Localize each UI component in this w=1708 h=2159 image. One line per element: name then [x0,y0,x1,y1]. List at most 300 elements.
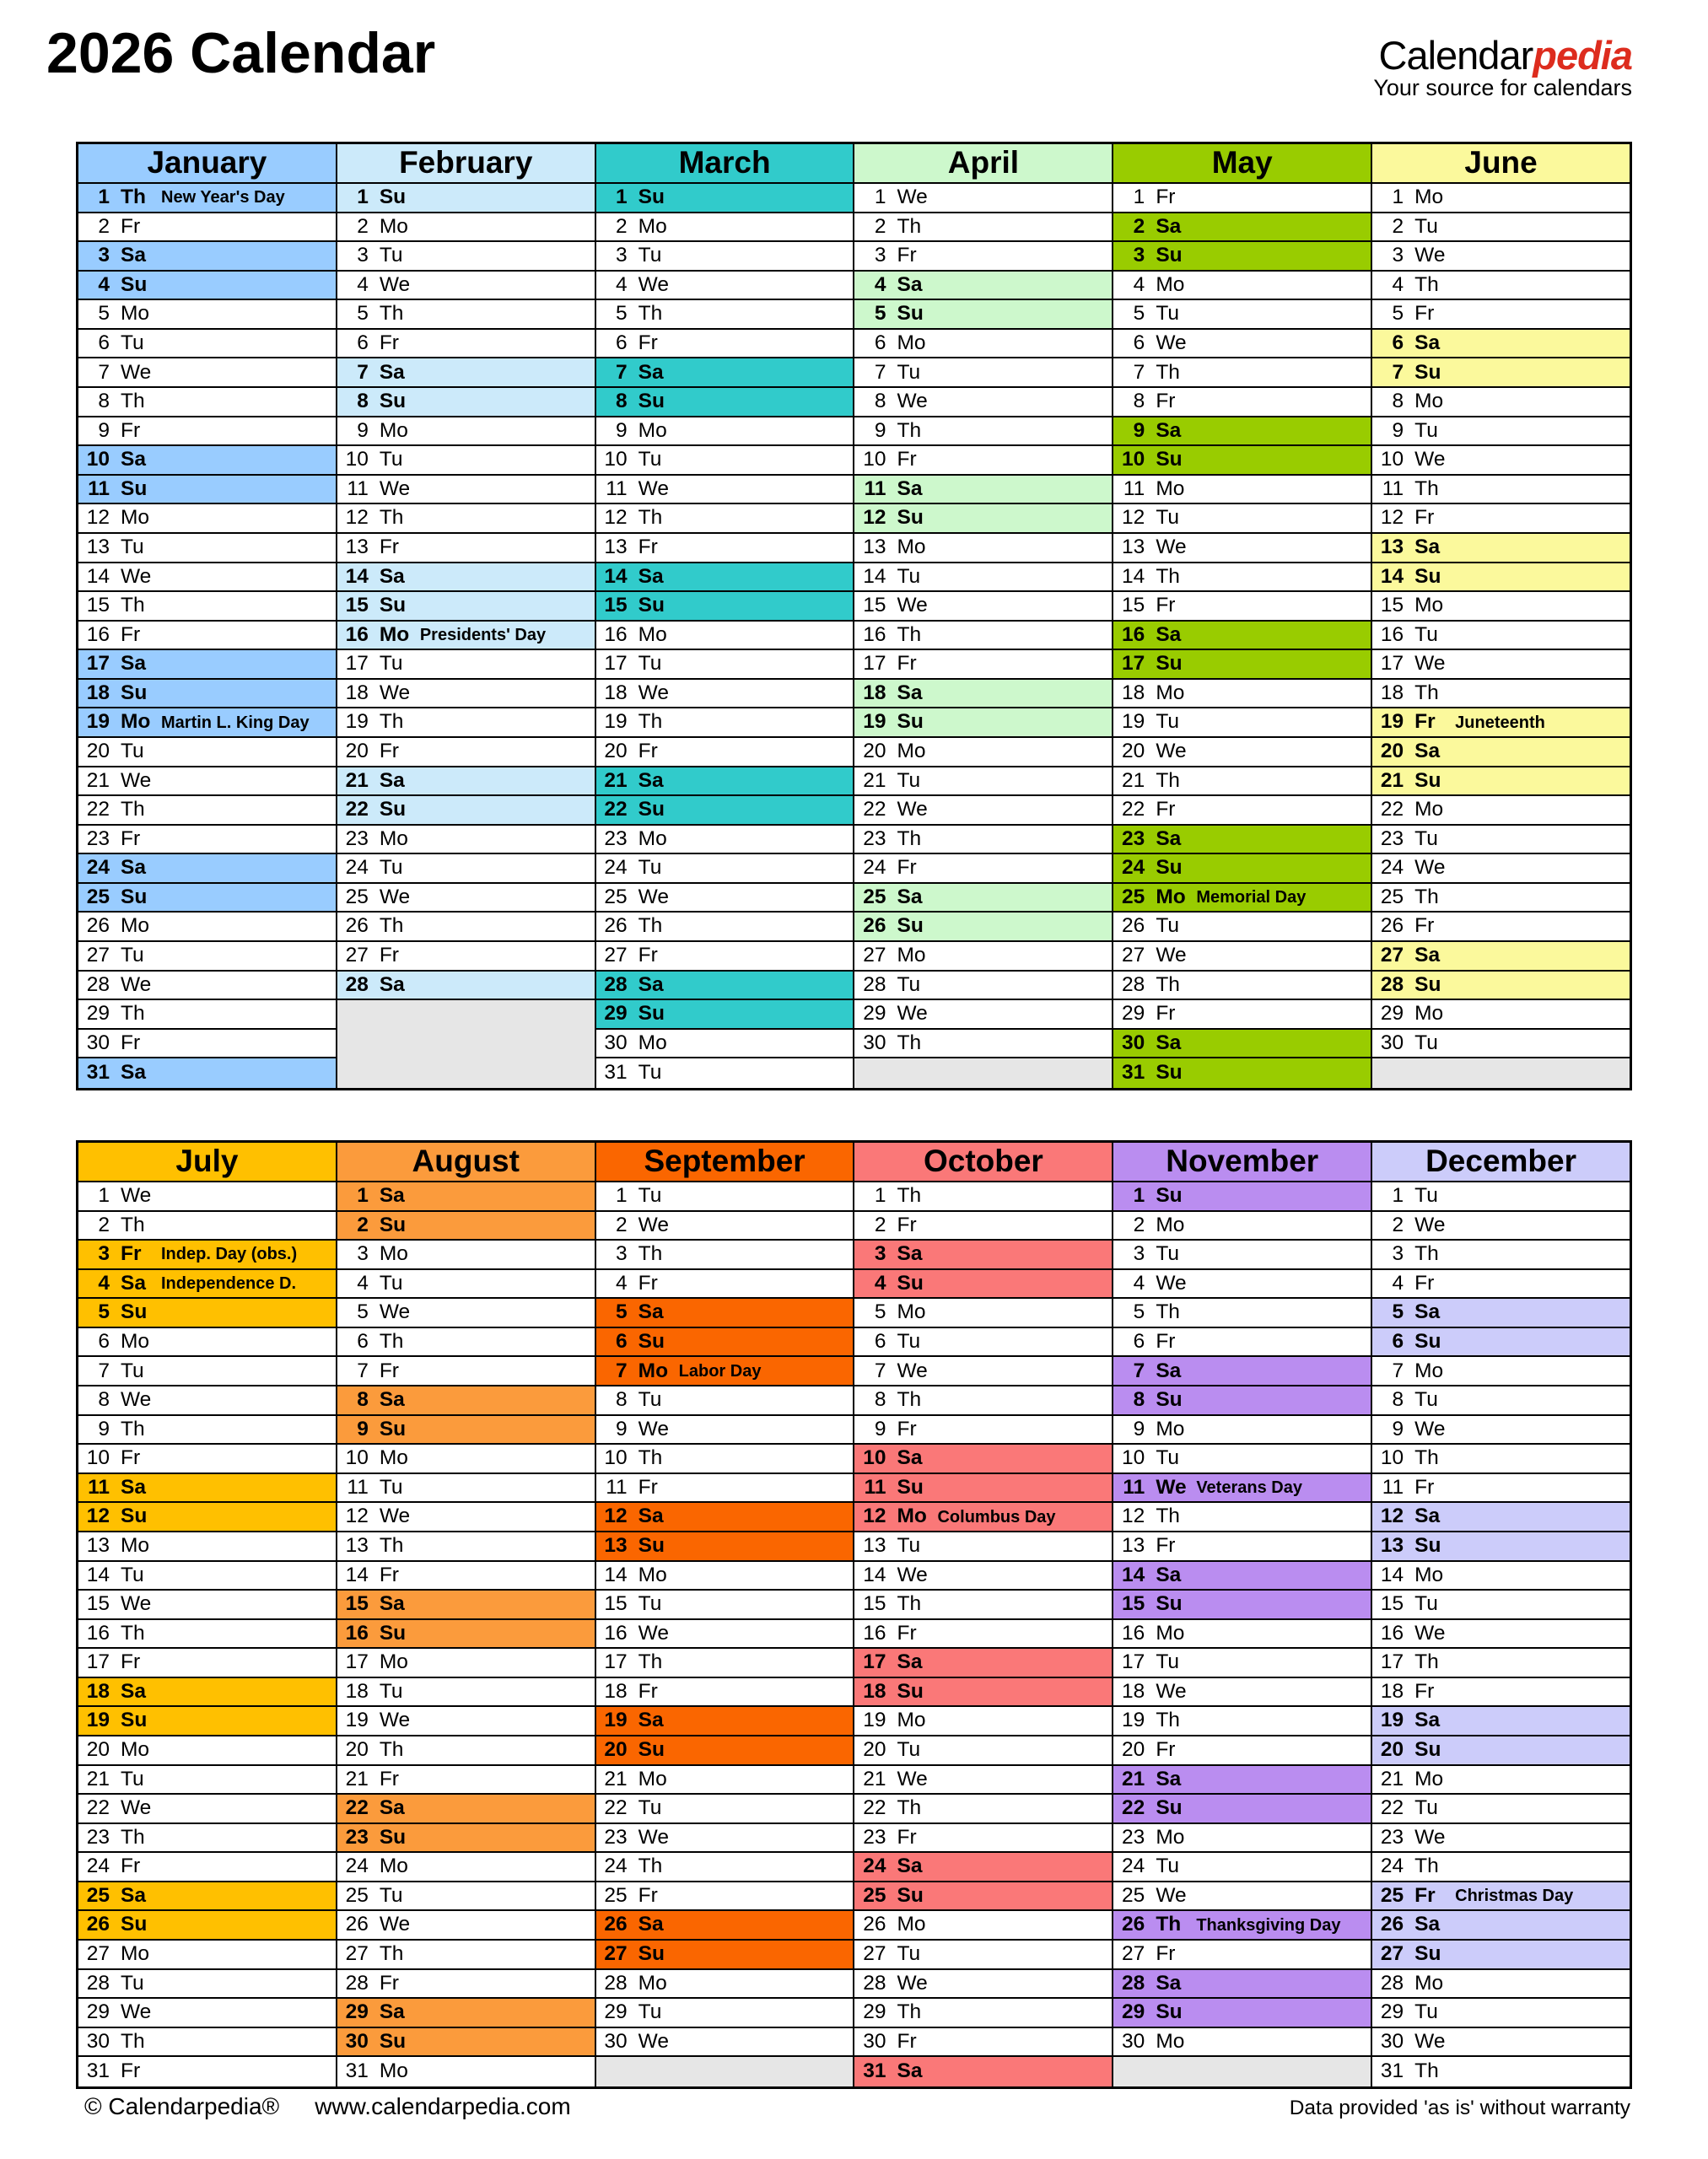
day-row [78,1416,336,1446]
day-weekday: Fr [638,331,658,354]
day-weekday: Sa [379,360,405,384]
day-number: 8 [1392,390,1404,413]
day-weekday: Th [1414,476,1439,500]
day-number: 30 [1122,2029,1145,2053]
day-weekday: Th [379,1533,404,1557]
day-row [78,767,336,797]
day-number: 8 [357,1388,369,1412]
day-weekday: Mo [1156,2029,1185,2053]
day-row [1113,767,1371,797]
day-weekday: Sa [379,768,405,792]
day-weekday: Sa [897,1242,923,1266]
day-row [337,272,595,301]
day-number: 24 [345,856,369,880]
day-number: 28 [863,972,886,996]
day-weekday: Fr [121,826,141,850]
day-row [1113,1736,1371,1766]
day-number: 19 [1122,1709,1145,1732]
day-weekday: Mo [121,1942,150,1966]
day-row [854,242,1112,272]
day-number: 14 [863,564,886,588]
day-row [78,1707,336,1736]
day-number: 8 [1133,390,1145,413]
empty-cells [1113,2057,1371,2086]
day-row [1113,330,1371,359]
day-row [1113,563,1371,593]
day-row [1113,184,1371,213]
day-row [1372,738,1630,767]
day-number: 11 [347,476,369,500]
day-number: 29 [604,1002,628,1026]
day-row [337,884,595,913]
month-column-november [1113,1143,1372,2086]
day-weekday: We [121,564,152,588]
day-weekday: Mo [1156,1417,1185,1440]
day-number: 16 [1380,622,1404,646]
day-row [596,213,854,243]
day-row [78,1736,336,1766]
day-number: 24 [1122,856,1145,880]
day-number: 23 [345,1825,369,1849]
day-number: 27 [345,1942,369,1966]
day-weekday: Th [1414,681,1439,704]
day-row [1113,1824,1371,1854]
day-row [337,1532,595,1562]
day-number: 19 [1122,710,1145,734]
day-weekday: Th [1156,360,1180,384]
day-row [78,826,336,855]
day-number: 15 [1380,1592,1404,1616]
day-number: 20 [86,740,110,763]
day-number: 30 [863,2029,886,2053]
day-number: 3 [616,244,628,267]
day-weekday: Mo [1414,390,1444,413]
day-row [1372,1824,1630,1854]
day-weekday: Su [1156,1184,1183,1208]
day-number: 4 [616,272,628,296]
day-number: 14 [345,564,369,588]
day-number: 31 [604,1061,628,1085]
day-weekday: Mo [638,1767,667,1790]
day-row [854,1212,1112,1241]
day-row [1372,388,1630,417]
day-weekday: Fr [1156,390,1176,413]
day-weekday: Fr [379,1359,399,1382]
day-weekday: Th [897,1592,922,1616]
day-weekday: Su [897,1883,924,1907]
day-weekday: Sa [1156,1563,1182,1586]
month-header-july: July [78,1143,336,1182]
day-number: 9 [1133,418,1145,442]
day-weekday: Tu [1414,418,1438,442]
day-number: 25 [1122,885,1145,908]
month-column-december [1372,1143,1630,2086]
day-number: 18 [86,681,110,704]
day-number: 27 [1122,1942,1145,1966]
month-header-august: August [337,1143,595,1182]
day-weekday: Sa [121,1679,146,1703]
holiday-label: Veterans Day [1196,1478,1302,1498]
day-weekday: Fr [638,944,658,967]
day-weekday: Su [1414,768,1441,792]
day-row [78,2057,336,2086]
day-number: 6 [616,1329,628,1353]
day-row [854,650,1112,680]
day-number: 4 [1133,1271,1145,1295]
day-number: 21 [86,1767,110,1790]
day-number: 28 [86,972,110,996]
day-weekday: Sa [638,768,664,792]
day-weekday: Mo [1156,681,1185,704]
day-number: 14 [1122,564,1145,588]
month-header-december: December [1372,1143,1630,1182]
day-row [854,358,1112,388]
day-number: 28 [1380,1971,1404,1995]
day-number: 7 [357,1359,369,1382]
logo-text-calendar: Calendar [1378,33,1533,78]
day-row [854,417,1112,447]
day-weekday: Sa [379,1184,405,1208]
day-number: 7 [98,1359,110,1382]
day-number: 1 [98,1184,110,1208]
day-weekday: We [1414,1825,1446,1849]
day-weekday: Sa [1156,622,1182,646]
day-row [854,942,1112,972]
day-number: 23 [863,1825,886,1849]
day-weekday: Mo [379,418,408,442]
day-number: 26 [86,1913,110,1936]
day-row [1113,1299,1371,1328]
day-weekday: Tu [379,1475,403,1499]
day-number: 3 [98,244,110,267]
day-row [78,213,336,243]
day-weekday: Su [121,1505,148,1528]
day-number: 27 [345,944,369,967]
day-row [854,1445,1112,1474]
day-row [337,1241,595,1270]
day-number: 11 [88,1475,110,1499]
day-weekday: Th [379,710,404,734]
day-weekday: Th [897,2000,922,2024]
day-weekday: Su [1414,1533,1441,1557]
day-number: 29 [345,2000,369,2024]
day-row [1372,1357,1630,1386]
day-weekday: Su [379,2029,407,2053]
copyright-text: © Calendarpedia® [84,2093,280,2119]
day-row [854,300,1112,330]
day-number: 8 [1133,1388,1145,1412]
day-row [78,1620,336,1650]
day-row [854,592,1112,622]
day-weekday: Sa [1156,214,1182,238]
day-row [596,476,854,505]
day-number: 9 [616,418,628,442]
day-row [854,1882,1112,1912]
day-row [78,738,336,767]
day-weekday: Tu [379,856,403,880]
day-row [337,1328,595,1358]
day-row [337,330,595,359]
day-row [78,972,336,1001]
day-number: 31 [86,1061,110,1085]
day-number: 30 [86,2029,110,2053]
day-number: 24 [604,856,628,880]
day-number: 6 [357,331,369,354]
day-row [1372,913,1630,942]
day-weekday: We [1156,1271,1187,1295]
day-weekday: Th [1156,1709,1180,1732]
day-row [596,1766,854,1796]
day-weekday: Fr [897,1621,917,1645]
month-header-january: January [78,144,336,184]
day-row [1372,184,1630,213]
day-row [854,1299,1112,1328]
day-row [596,1591,854,1620]
day-number: 19 [863,1709,886,1732]
day-number: 14 [86,1563,110,1586]
day-row [337,1999,595,2028]
day-row [337,242,595,272]
day-row [337,446,595,476]
day-weekday: Th [897,622,922,646]
day-row [596,504,854,534]
day-weekday: Th [379,1942,404,1966]
day-row [1372,446,1630,476]
day-number: 8 [874,390,886,413]
day-weekday: Fr [638,535,658,558]
day-row [337,1882,595,1912]
day-row [1113,1707,1371,1736]
day-weekday: Tu [379,244,403,267]
day-row [854,622,1112,651]
day-number: 5 [357,302,369,326]
day-number: 15 [863,1592,886,1616]
day-weekday: We [897,1002,928,1026]
day-number: 13 [863,1533,886,1557]
day-row [1372,534,1630,563]
day-number: 5 [874,302,886,326]
day-weekday: Tu [1156,302,1179,326]
day-number: 27 [863,944,886,967]
day-number: 2 [357,214,369,238]
day-row [78,1999,336,2028]
day-number: 9 [98,1417,110,1440]
day-row [596,708,854,738]
day-number: 30 [86,1031,110,1054]
day-row [854,884,1112,913]
day-number: 22 [86,798,110,821]
day-row [596,1000,854,1030]
day-number: 19 [1380,710,1404,734]
day-weekday: Tu [1414,214,1438,238]
day-row [596,242,854,272]
day-number: 2 [874,214,886,238]
day-number: 28 [604,972,628,996]
day-row [337,1736,595,1766]
day-weekday: We [1414,1417,1446,1440]
day-number: 10 [863,448,886,471]
day-row [1372,1182,1630,1212]
month-column-february [337,144,596,1088]
day-row [1113,592,1371,622]
day-weekday: Th [897,418,922,442]
day-number: 5 [357,1300,369,1324]
day-number: 21 [1122,1767,1145,1790]
day-number: 8 [616,390,628,413]
day-number: 1 [616,186,628,209]
day-row [596,1030,854,1059]
day-weekday: We [1156,1679,1187,1703]
day-row [1113,650,1371,680]
day-weekday: Th [1156,1300,1180,1324]
day-number: 25 [86,885,110,908]
day-row [596,1328,854,1358]
day-number: 13 [1380,1533,1404,1557]
day-row [596,417,854,447]
day-number: 17 [86,1650,110,1674]
day-weekday: Th [897,1388,922,1412]
day-number: 16 [345,1621,369,1645]
day-number: 8 [874,1388,886,1412]
day-row [1372,1299,1630,1328]
day-weekday: Mo [121,914,150,938]
day-weekday: Fr [897,2029,917,2053]
day-number: 19 [604,1709,628,1732]
day-row [596,184,854,213]
day-row [337,534,595,563]
day-row [1113,1649,1371,1678]
day-weekday: Sa [121,652,146,676]
day-row [596,1824,854,1854]
day-weekday: Fr [379,944,399,967]
day-weekday: Sa [379,1592,405,1616]
day-number: 7 [98,360,110,384]
day-row [854,1853,1112,1882]
day-weekday: Sa [897,2059,923,2083]
day-number: 27 [1380,944,1404,967]
day-number: 21 [345,768,369,792]
day-weekday: Mo [638,1359,669,1382]
day-number: 26 [1122,1913,1145,1936]
day-number: 25 [345,1883,369,1907]
day-weekday: Mo [1414,1563,1444,1586]
holiday-label: Memorial Day [1196,888,1307,907]
day-weekday: Fr [1414,710,1436,734]
day-number: 14 [604,1563,628,1586]
day-number: 22 [86,1796,110,1820]
day-weekday: We [1156,1883,1187,1907]
day-weekday: Tu [897,1738,921,1762]
day-row [596,592,854,622]
day-number: 11 [864,476,886,500]
holiday-label: Christmas Day [1455,1887,1574,1906]
holiday-label: Presidents' Day [419,625,547,644]
day-row [1113,1241,1371,1270]
day-weekday: We [897,798,928,821]
day-row [854,1999,1112,2028]
day-row [78,1532,336,1562]
day-row [596,972,854,1001]
day-weekday: Mo [121,1533,150,1557]
day-weekday: Mo [897,1505,927,1528]
day-row [1372,563,1630,593]
day-weekday: Th [121,798,145,821]
day-weekday: We [121,2000,152,2024]
day-row [1113,272,1371,301]
day-row [1372,1970,1630,2000]
day-number: 31 [1380,2059,1404,2083]
day-weekday: Sa [1414,1300,1441,1324]
day-weekday: Sa [1414,740,1441,763]
day-number: 24 [86,856,110,880]
day-row [1113,1503,1371,1532]
day-weekday: Tu [897,1329,921,1353]
day-weekday: Th [379,1738,404,1762]
day-number: 11 [606,1475,628,1499]
day-weekday: Su [121,681,148,704]
day-weekday: Fr [121,418,141,442]
day-row [596,2028,854,2058]
day-number: 4 [357,1271,369,1295]
day-row [1113,213,1371,243]
day-weekday: Tu [1414,1031,1438,1054]
day-number: 8 [98,1388,110,1412]
day-row [1113,1270,1371,1300]
day-weekday: Mo [638,1031,667,1054]
day-number: 7 [1133,360,1145,384]
day-number: 28 [1122,1971,1145,1995]
day-weekday: Tu [1156,1446,1179,1470]
day-number: 26 [1380,914,1404,938]
day-number: 16 [86,1621,110,1645]
day-row [1372,1707,1630,1736]
day-row [854,330,1112,359]
day-weekday: Sa [897,1446,923,1470]
day-number: 18 [1380,681,1404,704]
day-weekday: Th [897,1184,922,1208]
day-weekday: Th [638,1446,663,1470]
day-row [1113,708,1371,738]
day-row [1372,1328,1630,1358]
holiday-label: New Year's Day [161,188,285,207]
day-row [1113,504,1371,534]
day-row [1113,388,1371,417]
day-row [78,913,336,942]
day-row [78,1058,336,1088]
day-number: 20 [1380,740,1404,763]
day-weekday: Mo [379,1855,408,1878]
day-row [596,738,854,767]
day-number: 20 [345,740,369,763]
day-row [1113,1357,1371,1386]
day-number: 31 [863,2059,886,2083]
day-weekday: Th [121,1621,145,1645]
day-number: 24 [345,1855,369,1878]
day-row [1113,1474,1371,1504]
day-row [596,826,854,855]
day-number: 14 [1380,564,1404,588]
day-weekday: Su [121,1913,148,1936]
day-row [78,650,336,680]
day-row [1372,767,1630,797]
month-column-june [1372,144,1630,1088]
day-weekday: Fr [1414,302,1435,326]
day-row [337,1357,595,1386]
day-row [1113,1000,1371,1030]
day-number: 10 [604,1446,628,1470]
day-number: 12 [863,506,886,530]
day-row [1372,592,1630,622]
